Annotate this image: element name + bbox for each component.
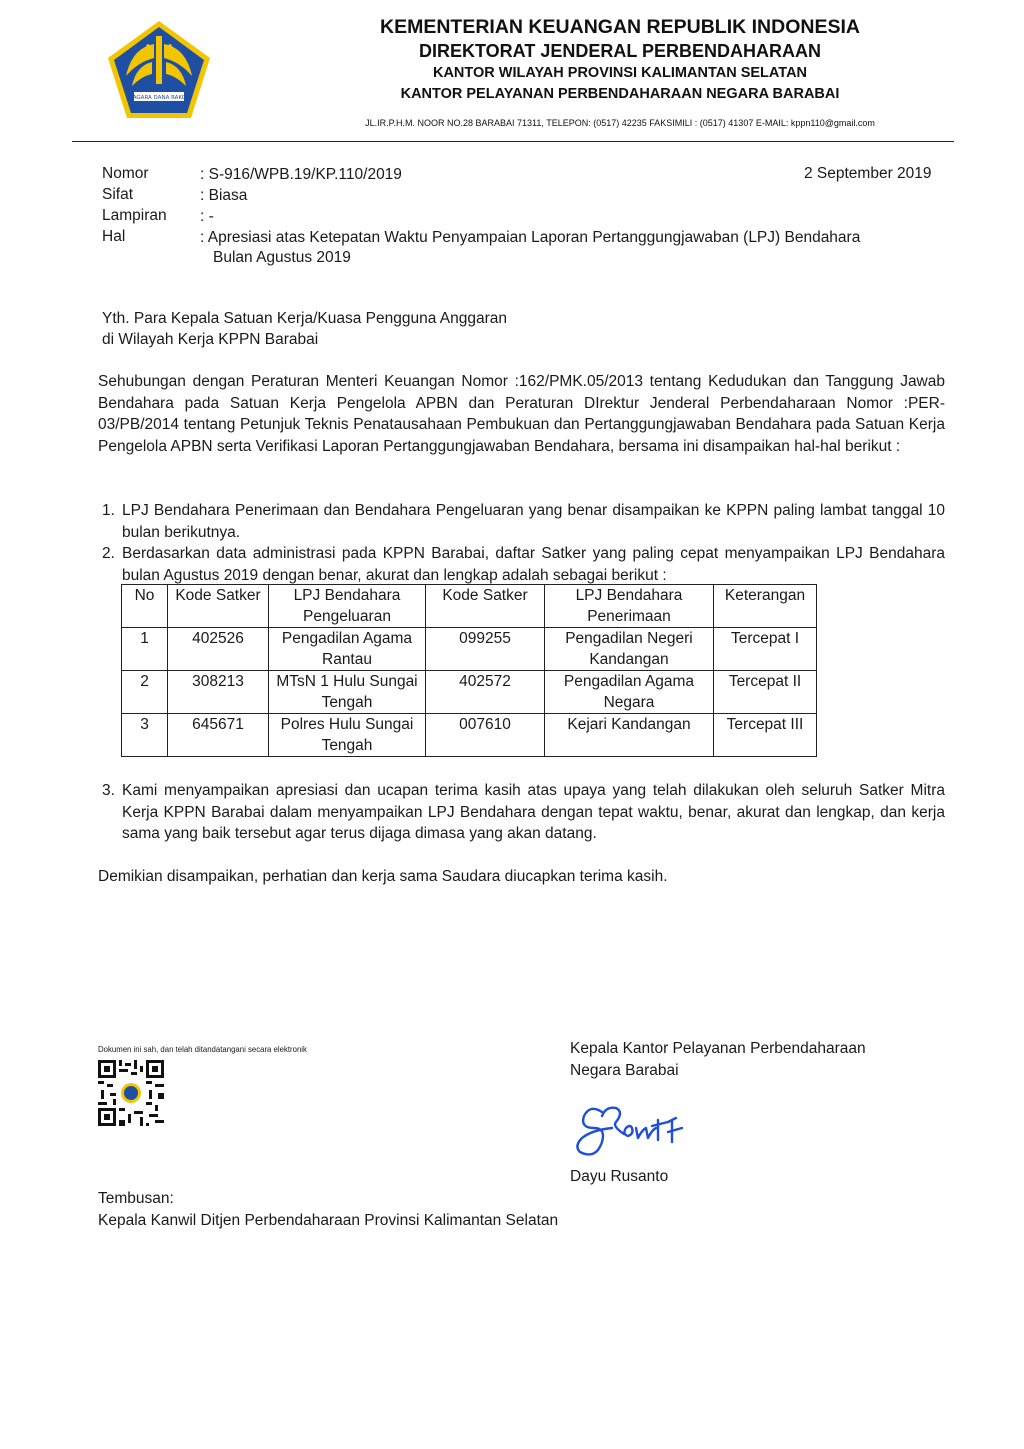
list-item-3-text: Kami menyampaikan apresiasi dan ucapan terima kasih atas upaya yang telah dilakukan oleh seluruh Satker Mitra Kerja KPPN Barabai dalam menyampaikan LPJ Bendahara dengan tepat waktu, benar, akurat dan lengkap, dan kerja sama yang baik tersebut agar terus dijaga dimasa yang akan datang. — [122, 782, 945, 842]
col-header-lpj-pengeluaran: LPJ Bendahara Pengeluaran — [269, 585, 426, 628]
e-sign-note: Dokumen ini sah, dan telah ditandatangani secara elektronik — [98, 1045, 307, 1054]
cell-lpj-penerimaan: Pengadilan Negeri Kandangan — [545, 628, 714, 671]
col-header-kode-satker-2: Kode Satker — [426, 585, 545, 628]
letterhead-ministry: KEMENTERIAN KEUANGAN REPUBLIK INDONESIA — [380, 16, 860, 38]
cell-kode-satker: 308213 — [168, 671, 269, 714]
signatory-title — [570, 1038, 970, 1082]
cell-no: 2 — [122, 671, 168, 714]
cell-no: 1 — [122, 628, 168, 671]
letterhead-service-office: KANTOR PELAYANAN PERBENDAHARAAN NEGARA BARABAI — [400, 86, 840, 102]
cell-lpj-penerimaan: Pengadilan Agama Negara — [545, 671, 714, 714]
table-row — [122, 714, 817, 757]
letterhead-regional-office: KANTOR WILAYAH PROVINSI KALIMANTAN SELATAN — [432, 65, 808, 81]
table-header-row — [122, 585, 817, 628]
satker-table — [121, 584, 817, 757]
cell-lpj-pengeluaran: Pengadilan Agama Rantau — [269, 628, 426, 671]
list-item-1 — [102, 500, 945, 543]
qr-code — [98, 1060, 164, 1126]
signer-name: Dayu Rusanto — [570, 1168, 669, 1185]
list-item-1-text: LPJ Bendahara Penerimaan dan Bendahara Pengeluaran yang benar disampaikan ke KPPN paling lambat tanggal 10 bulan berikutnya. — [122, 502, 945, 541]
list-item-2-number: 2. — [102, 545, 115, 562]
cell-kode-satker: 645671 — [168, 714, 269, 757]
cell-kode-satker: 402572 — [426, 671, 545, 714]
signatory-title-line2: Negara Barabai — [570, 1062, 679, 1079]
handwritten-signature — [572, 1098, 692, 1164]
list-item-3-number: 3. — [102, 782, 115, 799]
letterhead-address: JL.IR.P.H.M. NOOR NO.28 BARABAI 71311, TELEPON: (0517) 42235 FAKSIMILI : (0517) 41307 E-MAIL: kppn110@gmail.com — [365, 118, 875, 128]
cell-lpj-pengeluaran: MTsN 1 Hulu Sungai Tengah — [269, 671, 426, 714]
col-header-no: No — [122, 585, 168, 628]
kemenkeu-logo — [104, 18, 214, 122]
cell-keterangan: Tercepat III — [714, 714, 817, 757]
col-header-lpj-penerimaan: LPJ Bendahara Penerimaan — [545, 585, 714, 628]
cc-recipient: Kepala Kanwil Ditjen Perbendaharaan Provinsi Kalimantan Selatan — [98, 1212, 559, 1229]
sifat-label: Sifat — [102, 186, 134, 203]
letterhead-divider — [72, 141, 954, 142]
table-row — [122, 671, 817, 714]
cell-kode-satker: 402526 — [168, 628, 269, 671]
cell-kode-satker: 099255 — [426, 628, 545, 671]
addressee-line1: Yth. Para Kepala Satuan Kerja/Kuasa Pengguna Anggaran — [102, 310, 508, 327]
sifat-value: : Biasa — [200, 187, 248, 204]
hal-value-line2: Bulan Agustus 2019 — [213, 249, 351, 266]
hal-label: Hal — [102, 228, 126, 245]
letter-date: 2 September 2019 — [804, 165, 932, 182]
cell-no: 3 — [122, 714, 168, 757]
cell-lpj-pengeluaran: Polres Hulu Sungai Tengah — [269, 714, 426, 757]
cell-keterangan: Tercepat II — [714, 671, 817, 714]
nomor-value: : S-916/WPB.19/KP.110/2019 — [200, 166, 402, 183]
intro-paragraph: Sehubungan dengan Peraturan Menteri Keuangan Nomor :162/PMK.05/2013 tentang Kedudukan dan Tanggung Jawab Bendahara pada Satuan Kerja Pengelola APBN dan Peraturan DIrektur Jenderal Perbendaharaan Nomor :PER-03/PB/2014 tentang Petunjuk Teknis Penatausahaan Pembukuan dan Pertanggungjawaban Bendahara pada Satuan Kerja Pengelola APBN serta Verifikasi Laporan Pertanggungjawaban Bendahara, bersama ini disampaikan hal-hal berikut : — [98, 373, 945, 455]
nomor-label: Nomor — [102, 165, 149, 182]
lampiran-label: Lampiran — [102, 207, 167, 224]
list-item-1-number: 1. — [102, 502, 115, 519]
table-row — [122, 628, 817, 671]
closing-sentence: Demikian disampaikan, perhatian dan kerja sama Saudara diucapkan terima kasih. — [98, 868, 668, 885]
cell-keterangan: Tercepat I — [714, 628, 817, 671]
col-header-kode-satker-1: Kode Satker — [168, 585, 269, 628]
addressee-line2: di Wilayah Kerja KPPN Barabai — [102, 331, 319, 348]
list-item-2-text: Berdasarkan data administrasi pada KPPN Barabai, daftar Satker yang paling cepat menyampaikan LPJ Bendahara bulan Agustus 2019 dengan benar, akurat dan lengkap adalah sebagai berikut : — [122, 545, 945, 584]
list-item-3 — [102, 780, 945, 845]
list-item-2 — [102, 543, 945, 586]
logo-motto: NAGARA DANA RAKCA — [128, 95, 190, 101]
lampiran-value: : - — [200, 208, 214, 225]
letterhead-directorate: DIREKTORAT JENDERAL PERBENDAHARAAN — [418, 41, 822, 61]
signatory-title-line1: Kepala Kantor Pelayanan Perbendaharaan — [570, 1040, 866, 1057]
cell-lpj-penerimaan: Kejari Kandangan — [545, 714, 714, 757]
hal-value-line1: : Apresiasi atas Ketepatan Waktu Penyampaian Laporan Pertanggungjawaban (LPJ) Bendahara — [200, 229, 861, 246]
col-header-keterangan: Keterangan — [714, 585, 817, 628]
cc-label: Tembusan: — [98, 1190, 174, 1207]
cell-kode-satker: 007610 — [426, 714, 545, 757]
